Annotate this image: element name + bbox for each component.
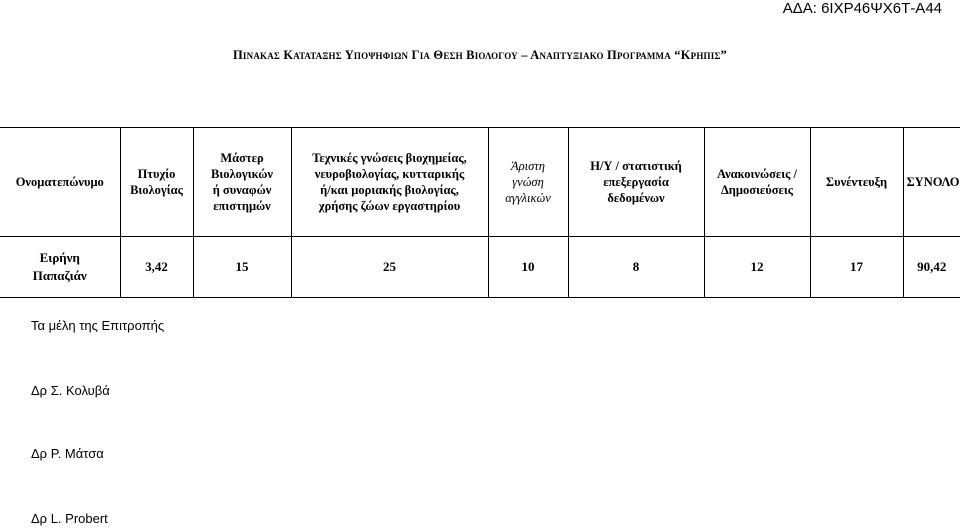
header-line: επεξεργασία xyxy=(603,175,669,189)
score-publications: 12 xyxy=(704,237,810,298)
header-line: δεδομένων xyxy=(607,191,665,205)
committee-member: Δρ Σ. Κολυβά xyxy=(31,383,110,398)
header-line: αγγλικών xyxy=(505,191,551,205)
candidate-name xyxy=(0,237,120,298)
document-title: Πινακασ Καταταξησ Υποψηφιων Για Θεση Βιολογου – Αναπτυξιακο Προγραμμα “Κρηπισ” xyxy=(233,48,727,62)
table-header-row xyxy=(0,128,960,237)
committee-member: Δρ Ρ. Μάτσα xyxy=(31,446,104,461)
score-interview: 17 xyxy=(810,237,903,298)
header-line: επιστημών xyxy=(213,199,271,213)
header-line: Άριστη xyxy=(511,159,545,173)
committee-member: Δρ L. Probert xyxy=(31,511,108,526)
header-total xyxy=(903,128,960,237)
header-line: Η/Υ / στατιστική xyxy=(590,159,682,173)
name-line: Παπαζιάν xyxy=(32,268,87,283)
header-technical-skills xyxy=(291,128,488,237)
header-line: Ονοματεπώνυμο xyxy=(15,175,104,189)
header-biology-degree xyxy=(120,128,193,237)
header-line: Ανακοινώσεις / xyxy=(717,167,797,181)
header-line: χρήσης ζώων εργαστηρίου xyxy=(318,199,461,213)
ranking-table xyxy=(0,127,960,298)
header-line: Βιολογικών xyxy=(211,167,273,181)
header-line: νευροβιολογίας, κυτταρικής xyxy=(314,167,465,181)
score-computing-statistics: 8 xyxy=(568,237,704,298)
table-row xyxy=(0,237,960,298)
score-biology-degree: 3,42 xyxy=(120,237,193,298)
name-line: Ειρήνη xyxy=(39,250,80,265)
score-technical-skills: 25 xyxy=(291,237,488,298)
header-line: Τεχνικές γνώσεις βιοχημείας, xyxy=(312,151,467,165)
committee-heading: Τα μέλη της Επιτροπής xyxy=(31,318,165,333)
score-total: 90,42 xyxy=(903,237,960,298)
header-line: Πτυχίο xyxy=(137,167,176,181)
score-english: 10 xyxy=(488,237,568,298)
header-interview xyxy=(810,128,903,237)
header-line: Δημοσιεύσεις xyxy=(720,183,794,197)
header-publications xyxy=(704,128,810,237)
header-line: ή/και μοριακής βιολογίας, xyxy=(320,183,459,197)
header-line: ΣΥΝΟΛΟ xyxy=(906,175,960,189)
header-english xyxy=(488,128,568,237)
header-master xyxy=(193,128,291,237)
header-computing-statistics xyxy=(568,128,704,237)
header-line: Βιολογίας xyxy=(130,183,183,197)
score-master: 15 xyxy=(193,237,291,298)
header-line: Συνέντευξη xyxy=(825,175,888,189)
header-name xyxy=(0,128,120,237)
ada-code: ΑΔΑ: 6ΙΧΡ46ΨΧ6Τ-Α44 xyxy=(782,0,942,17)
header-line: γνώση xyxy=(512,175,544,189)
header-line: ή συναφών xyxy=(212,183,272,197)
header-line: Μάστερ xyxy=(220,151,264,165)
